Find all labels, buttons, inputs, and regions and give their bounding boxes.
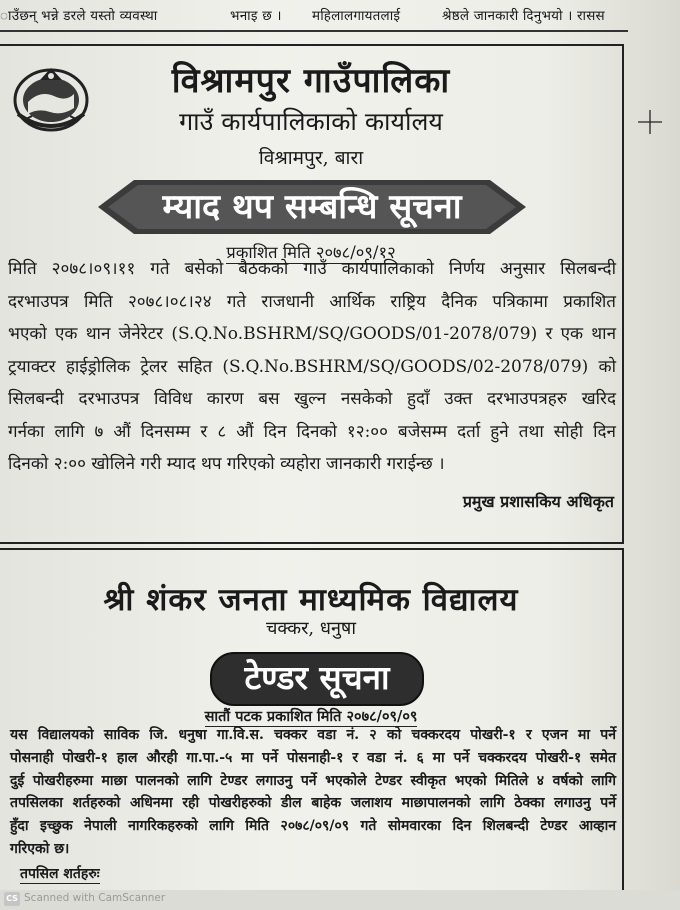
signatory-title: प्रमुख प्रशासकिय अधिकृत (462, 492, 614, 511)
body-line: मिति २०७८।०९।११ गते बसेको बैठकको गाउँ कार्यपालिकाको निर्णय अनुसार सिलबन्दी (8, 259, 616, 279)
office-location: विश्रामपुर, बारा (258, 147, 364, 169)
top-strip-col-3: महिलालगायतलाई (312, 8, 401, 24)
school-title: श्री शंकर जनता माध्यमिक विद्यालय (103, 582, 519, 618)
body-line: दरभाउपत्र मिति २०७८।०८।२४ गते राजधानी आर्थिक राष्ट्रिय दैनिक पत्रिकामा प्रकाशित (8, 291, 616, 312)
tender-banner-title: टेण्डर सूचना (244, 658, 390, 697)
top-divider (0, 30, 628, 32)
top-strip-col-1: ाउँछन् भन्ने डरले यस्तो व्यवस्था (0, 8, 158, 24)
body-line: सिलबन्दी दरभाउपत्र विविध कारण बस खुल्न नसकेको हुदाँ उक्त दरभाउपत्रहरु खरिद (8, 389, 616, 409)
school-location: चक्कर, धनुषा (266, 618, 356, 639)
top-text-strip (0, 4, 630, 28)
top-strip-col-2: भनाइ छ । (230, 8, 282, 24)
body-line: पोसनाही पोखरी-१ हाल औरही गा.पा.-५ मा पर्ने पोसनाही-१ र वडा नं. ६ मा पर्ने चक्करदय पोखरी-१ समेत (10, 749, 616, 766)
tender-publication-date-text: सातौं पटक प्रकाशित मिति २०७८/०९/०९ (204, 708, 418, 725)
tender-publication-date (0, 706, 622, 726)
publication-date-text: प्रकाशित मिति २०७८/०९/१२ (226, 243, 396, 262)
notice-banner-title: म्याद थप सम्बन्धि सूचना (162, 187, 462, 227)
scanner-watermark: Scanned with CamScanner (24, 892, 166, 904)
body-line: गरिएको छ। (10, 840, 70, 857)
body-line: यस विद्यालयको साविक जि. धनुषा गा.वि.स. चक्कर वडा नं. २ को चक्करदय पोखरी-१ र एजन मा पर्ने (10, 727, 616, 743)
body-line: तपसिलका शर्तहरुको अधिनमा रही पोखरीहरुको डील बाहेक जलाशय माछापालनको लागि ठेक्का लगाउनु पर्ने (10, 795, 616, 812)
office-subtitle: गाउँ कार्यपालिकाको कार्यालय (179, 107, 443, 136)
conditions-subheading: तपसिल शर्तहरुः (20, 866, 100, 882)
body-line: गर्नका लागि ७ औं दिनसम्म र ८ औं दिन दिनको १२:०० बजेसम्म दर्ता हुने तथा सोही दिन (8, 421, 616, 442)
municipality-title: विश्रामपुर गाउँपालिका (171, 61, 451, 101)
camscanner-logo-icon: CS (4, 892, 20, 906)
body-line: ट्रयाक्टर हाईड्रोलिक ट्रेलर सहित (S.Q.No.BSHRM/SQ/GOODS/02-2078/079) को (8, 356, 616, 377)
body-line: दिनको २:०० खोलिने गरी म्याद थप गरिएको व्यहोरा जानकारी गराईन्छ । (8, 454, 445, 474)
body-line: भएको एक थान जेनेरेटर (S.Q.No.BSHRM/SQ/GOODS/01-2078/079) र एक थान (8, 324, 616, 344)
body-line: हुँदा इच्छुक नेपाली नागरिकहरुको लागि मिति २०७८/०९/०९ गते सोमवारका दिन शिलबन्दी टेण्डर आव्हान (10, 818, 616, 835)
notice2-body (10, 724, 616, 861)
notice1-body (8, 253, 616, 481)
top-strip-col-4: श्रेष्ठले जानकारी दिनुभयो । रासस (442, 8, 605, 24)
body-line: दुई पोखरीहरुमा माछा पालनको लागि टेण्डर लगाउनु पर्ने भएकोले टेण्डर स्वीकृत भएको मितिले ४ वर्षको लागि (10, 772, 616, 789)
registration-mark-icon (638, 110, 662, 134)
